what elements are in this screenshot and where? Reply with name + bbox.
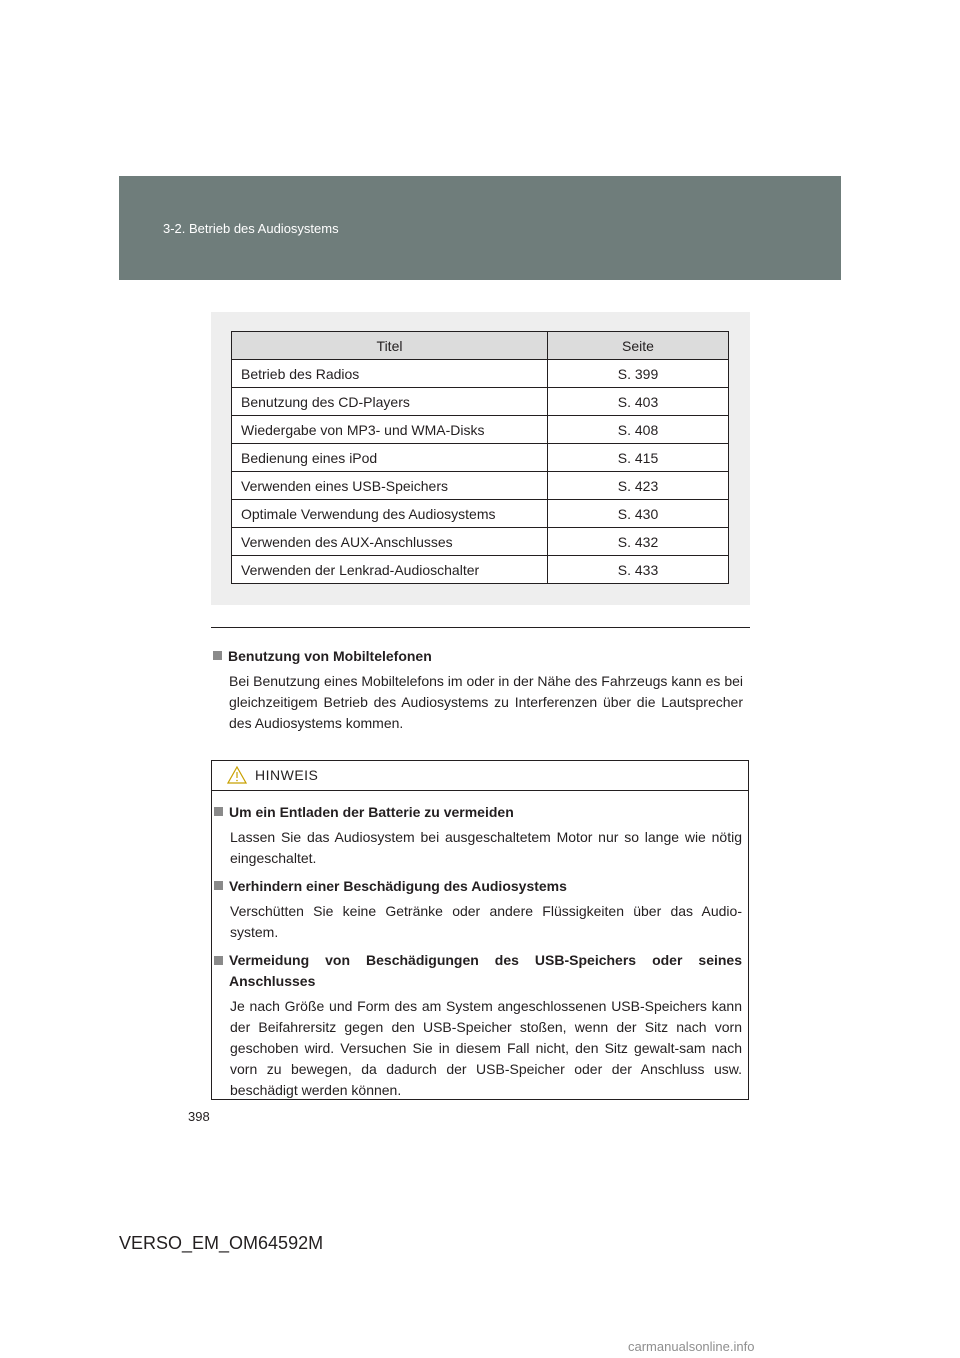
table-header-row (232, 332, 729, 360)
row-page: S. 408 (548, 416, 729, 444)
column-header-page: Seite (548, 332, 729, 360)
hinweis-content (212, 791, 748, 1101)
mobile-note (213, 646, 743, 734)
section-title: 3-2. Betrieb des Audiosystems (163, 221, 339, 236)
hinweis-item-title: Um ein Entladen der Batterie zu vermeiden (229, 804, 514, 820)
table-row (232, 444, 729, 472)
contents-table (231, 331, 729, 584)
document-id: VERSO_EM_OM64592M (119, 1233, 324, 1253)
mobile-note-title: Benutzung von Mobiltelefonen (228, 648, 432, 664)
table-row (232, 500, 729, 528)
watermark: carmanualsonline.info (628, 1339, 755, 1354)
row-title: Verwenden des AUX-Anschlusses (232, 528, 548, 556)
row-page: S. 403 (548, 388, 729, 416)
row-title: Verwenden der Lenkrad-Audioschalter (232, 556, 548, 584)
table-row (232, 528, 729, 556)
hinweis-item-title: Verhindern einer Beschädigung des Audiosystems (229, 878, 567, 894)
square-bullet-icon (214, 956, 223, 965)
row-title: Betrieb des Radios (232, 360, 548, 388)
page-number: 398 (188, 1109, 210, 1124)
mobile-note-body: Bei Benutzung eines Mobiltelefons im oder in der Nähe des Fahrzeugs kann es bei gleichzeitigem Betrieb des Audiosystems zu Interferenzen über die Lautsprecher des Audiosystems kommen. (229, 673, 743, 731)
hinweis-item-body: Je nach Größe und Form des am System angeschlossenen USB-Speichers kann der Beifahrersitz gegen den USB-Speicher stoßen, wenn der Sitz nach vorn geschoben wird. Versuchen Sie in diesem Fall nicht, den Sitz gewalt-sam nach vorn zu bewegen, da dadurch der USB-Speicher oder der Anschluss usw. beschädigt werden können. (230, 998, 742, 1098)
row-page: S. 415 (548, 444, 729, 472)
column-header-title: Titel (232, 332, 548, 360)
row-page: S. 433 (548, 556, 729, 584)
hinweis-item-body: Lassen Sie das Audiosystem bei ausgeschaltetem Motor nur so lange wie nötig eingeschaltet. (230, 829, 742, 866)
row-title: Bedienung eines iPod (232, 444, 548, 472)
square-bullet-icon (213, 651, 222, 660)
hinweis-box (211, 760, 749, 1100)
hinweis-item (214, 802, 742, 869)
warning-triangle-icon (227, 766, 247, 784)
table-row (232, 360, 729, 388)
hinweis-label: HINWEIS (255, 767, 319, 783)
section-divider (211, 627, 750, 628)
row-title: Benutzung des CD-Players (232, 388, 548, 416)
table-row (232, 556, 729, 584)
square-bullet-icon (214, 807, 223, 816)
row-page: S. 423 (548, 472, 729, 500)
table-row (232, 472, 729, 500)
row-title: Verwenden eines USB-Speichers (232, 472, 548, 500)
row-page: S. 432 (548, 528, 729, 556)
hinweis-item (214, 950, 742, 1101)
row-page: S. 430 (548, 500, 729, 528)
hinweis-item-title: Vermeidung von Beschädigungen des USB-Speichers oder seines Anschlusses (229, 952, 742, 989)
table-row (232, 388, 729, 416)
table-row (232, 416, 729, 444)
hinweis-item (214, 876, 742, 943)
row-title: Wiedergabe von MP3- und WMA-Disks (232, 416, 548, 444)
hinweis-header (212, 761, 748, 791)
hinweis-item-body: Verschütten Sie keine Getränke oder andere Flüssigkeiten über das Audio-system. (230, 903, 742, 940)
square-bullet-icon (214, 881, 223, 890)
row-title: Optimale Verwendung des Audiosystems (232, 500, 548, 528)
row-page: S. 399 (548, 360, 729, 388)
